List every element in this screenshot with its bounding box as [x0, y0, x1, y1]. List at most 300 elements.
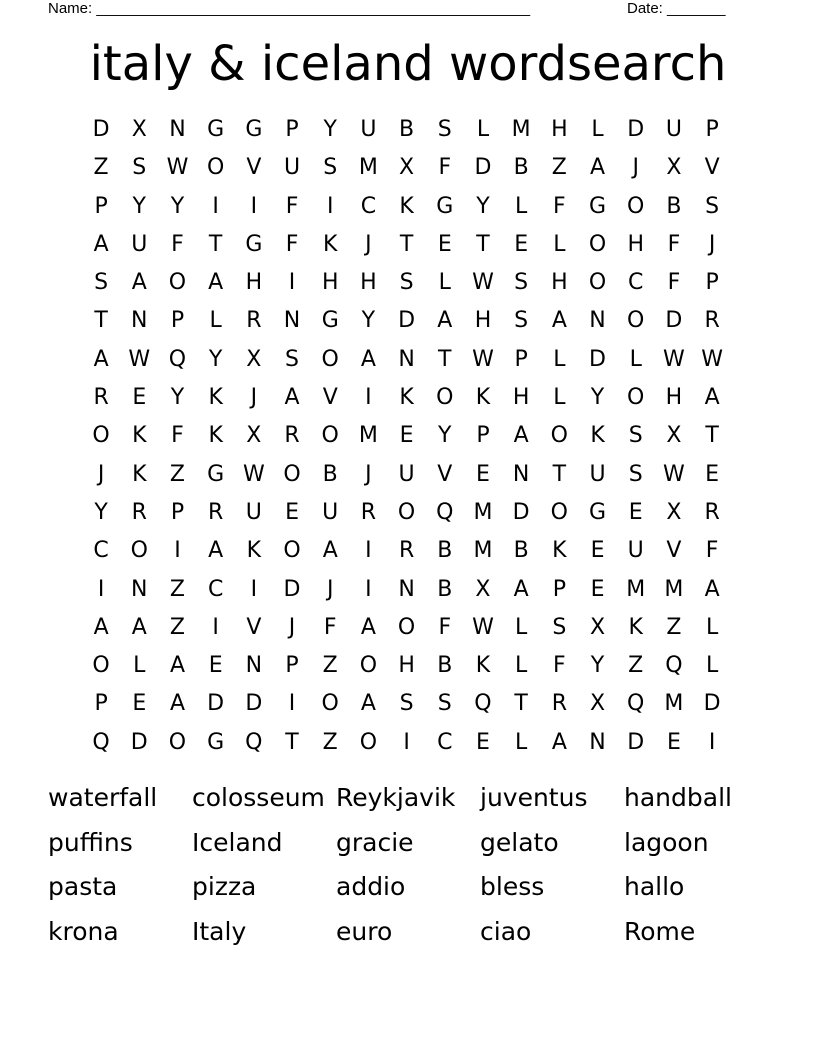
grid-letter: B	[437, 538, 453, 564]
grid-letter: Z	[322, 653, 338, 679]
grid-row	[82, 685, 731, 723]
grid-letter: I	[365, 385, 372, 411]
grid-letter: J	[365, 461, 372, 487]
grid-letter: T	[552, 461, 567, 487]
grid-letter: Z	[551, 155, 567, 181]
grid-letter: F	[438, 614, 452, 640]
grid-letter: W	[166, 155, 189, 181]
grid-letter: D	[627, 729, 645, 755]
grid-letter: A	[437, 308, 453, 334]
grid-letter: Y	[590, 653, 605, 679]
grid-letter: X	[589, 691, 606, 717]
grid-letter: F	[285, 193, 299, 219]
grid-letter: T	[705, 423, 719, 449]
grid-letter: C	[628, 270, 644, 296]
grid-letter: Q	[436, 499, 454, 525]
grid-letter: K	[628, 614, 643, 640]
grid-letter: A	[208, 270, 224, 296]
grid-letter: R	[131, 499, 147, 525]
grid-letter: O	[130, 538, 148, 564]
grid-letter: Y	[170, 385, 185, 411]
grid-letter: F	[667, 270, 681, 296]
grid-letter: G	[436, 193, 454, 219]
grid-letter: J	[365, 231, 372, 257]
grid-letter: O	[206, 155, 225, 181]
letter-grid	[82, 111, 731, 762]
grid-letter: A	[551, 729, 567, 755]
grid-letter: L	[209, 308, 222, 334]
grid-letter: K	[552, 538, 567, 564]
grid-letter: Q	[168, 346, 187, 372]
grid-letter: O	[359, 729, 378, 755]
grid-letter: I	[708, 729, 716, 755]
grid-letter: I	[326, 193, 334, 219]
grid-letter: L	[438, 270, 451, 296]
grid-letter: X	[246, 346, 262, 372]
grid-letter: K	[132, 461, 147, 487]
grid-letter: L	[553, 385, 566, 411]
grid-letter: K	[132, 423, 147, 449]
grid-letter: B	[399, 117, 415, 142]
word-list-item: gracie	[336, 827, 414, 857]
grid-letter: A	[284, 385, 300, 411]
grid-letter: S	[132, 155, 147, 181]
grid-letter: V	[704, 155, 720, 181]
grid-letter: A	[322, 538, 338, 564]
grid-letter: B	[513, 155, 529, 181]
grid-letter: A	[360, 614, 376, 640]
grid-letter: D	[398, 308, 416, 334]
grid-letter: N	[398, 346, 415, 372]
grid-letter: K	[208, 385, 223, 411]
grid-letter: Z	[169, 614, 185, 640]
grid-letter: W	[472, 270, 494, 296]
grid-row	[82, 724, 731, 762]
grid-letter: Z	[322, 729, 338, 755]
grid-letter: I	[212, 614, 219, 640]
grid-letter: V	[322, 385, 338, 411]
grid-letter: E	[208, 653, 223, 679]
grid-row	[82, 379, 731, 417]
grid-letter: N	[245, 653, 263, 679]
date-field-label: Date: _______	[627, 0, 726, 17]
grid-letter: O	[397, 614, 416, 640]
grid-letter: G	[207, 461, 225, 487]
grid-letter: H	[627, 231, 644, 257]
word-list-item: krona	[48, 916, 119, 946]
grid-letter: D	[474, 155, 492, 181]
grid-row	[82, 149, 731, 187]
word-list-item: gelato	[480, 827, 559, 857]
grid-letter: I	[365, 576, 372, 602]
grid-letter: A	[131, 614, 147, 640]
grid-row	[82, 571, 731, 609]
grid-row	[82, 417, 731, 455]
grid-letter: V	[666, 538, 682, 564]
grid-letter: E	[666, 729, 681, 755]
grid-letter: L	[553, 231, 566, 257]
grid-letter: P	[705, 117, 719, 142]
grid-letter: R	[551, 691, 567, 717]
grid-letter: T	[94, 308, 108, 334]
grid-letter: B	[437, 576, 453, 602]
grid-letter: S	[628, 423, 643, 449]
grid-letter: G	[321, 308, 339, 334]
grid-letter: F	[705, 538, 719, 564]
grid-letter: W	[663, 346, 685, 372]
grid-letter: Y	[323, 117, 337, 142]
grid-letter: H	[245, 270, 263, 296]
grid-letter: X	[666, 499, 682, 525]
grid-letter: I	[288, 691, 296, 717]
grid-letter: C	[437, 729, 453, 755]
grid-letter: G	[207, 729, 225, 755]
grid-row	[82, 341, 731, 379]
grid-letter: E	[514, 231, 529, 257]
grid-letter: Y	[476, 193, 490, 219]
grid-letter: M	[664, 691, 684, 717]
grid-letter: A	[360, 346, 376, 372]
grid-letter: M	[664, 576, 684, 602]
grid-letter: L	[515, 653, 528, 679]
grid-letter: C	[93, 538, 109, 564]
grid-letter: P	[705, 270, 719, 296]
grid-letter: X	[399, 155, 415, 181]
grid-letter: D	[589, 346, 606, 372]
word-list-item: lagoon	[624, 827, 709, 857]
grid-letter: X	[666, 423, 682, 449]
grid-row	[82, 647, 731, 685]
grid-letter: Q	[474, 691, 492, 717]
grid-letter: K	[475, 653, 491, 679]
grid-letter: O	[550, 499, 568, 525]
grid-letter: D	[130, 729, 148, 755]
grid-letter: Y	[361, 308, 376, 334]
grid-letter: E	[132, 691, 147, 717]
grid-letter: U	[283, 155, 301, 181]
grid-letter: A	[131, 270, 147, 296]
grid-letter: F	[171, 231, 184, 257]
grid-letter: O	[321, 423, 339, 449]
grid-letter: X	[589, 614, 606, 640]
grid-letter: X	[475, 576, 491, 602]
grid-letter: W	[663, 461, 685, 487]
grid-letter: U	[665, 117, 682, 142]
grid-letter: C	[207, 576, 224, 602]
grid-letter: O	[627, 308, 645, 334]
word-list-item: juventus	[480, 783, 588, 812]
grid-letter: E	[476, 729, 490, 755]
grid-letter: O	[436, 385, 454, 411]
grid-letter: J	[326, 576, 334, 602]
grid-letter: B	[322, 461, 338, 487]
grid-letter: B	[666, 193, 682, 219]
grid-letter: L	[515, 614, 528, 640]
grid-letter: U	[398, 461, 415, 487]
grid-letter: G	[589, 193, 607, 219]
grid-letter: N	[398, 576, 415, 602]
grid-letter: H	[551, 270, 568, 296]
grid-row	[82, 188, 731, 226]
name-field-label: Name: ____________________________________________________	[48, 0, 531, 17]
grid-letter: L	[133, 653, 146, 679]
grid-letter: O	[283, 461, 301, 487]
grid-letter: H	[512, 385, 530, 411]
grid-letter: I	[365, 538, 372, 564]
grid-letter: P	[285, 653, 299, 679]
grid-row	[82, 609, 731, 647]
grid-letter: P	[552, 576, 566, 602]
grid-letter: E	[705, 461, 720, 487]
grid-letter: R	[704, 308, 720, 334]
grid-letter: H	[551, 117, 568, 142]
grid-letter: Y	[208, 346, 223, 372]
grid-letter: J	[708, 231, 716, 257]
grid-letter: I	[212, 193, 219, 219]
word-list-item: colosseum	[192, 783, 325, 812]
word-list-item: pizza	[192, 872, 257, 901]
grid-letter: A	[93, 346, 109, 372]
grid-letter: A	[551, 308, 567, 334]
grid-letter: O	[283, 538, 301, 564]
grid-letter: O	[588, 231, 607, 257]
grid-letter: G	[207, 117, 225, 142]
grid-letter: U	[322, 499, 339, 525]
grid-letter: O	[168, 729, 187, 755]
grid-letter: B	[437, 653, 453, 679]
grid-letter: P	[476, 423, 490, 449]
grid-letter: A	[513, 576, 529, 602]
grid-letter: F	[438, 155, 452, 181]
grid-letter: V	[246, 614, 262, 640]
grid-letter: D	[703, 691, 721, 717]
grid-letter: K	[475, 385, 491, 411]
grid-letter: O	[321, 346, 339, 372]
grid-letter: D	[92, 117, 110, 142]
grid-letter: G	[245, 231, 263, 257]
grid-letter: Q	[245, 729, 263, 755]
word-list-item: pasta	[48, 872, 118, 901]
grid-letter: V	[437, 461, 453, 487]
grid-letter: A	[169, 653, 185, 679]
grid-row	[82, 264, 731, 302]
grid-letter: W	[701, 346, 723, 372]
grid-letter: T	[208, 231, 223, 257]
grid-letter: R	[246, 308, 262, 334]
grid-letter: Q	[92, 729, 110, 755]
header-line	[48, 0, 748, 20]
grid-letter: P	[170, 499, 185, 525]
grid-letter: P	[285, 117, 299, 142]
grid-letter: C	[360, 193, 377, 219]
grid-letter: F	[323, 614, 337, 640]
grid-letter: R	[93, 385, 109, 411]
word-list-item: ciao	[480, 916, 532, 946]
grid-letter: I	[288, 270, 296, 296]
grid-letter: L	[515, 729, 528, 755]
word-list-item: addio	[336, 872, 406, 901]
word-list-item: Iceland	[192, 827, 283, 857]
grid-letter: O	[168, 270, 187, 296]
grid-letter: S	[552, 614, 567, 640]
grid-letter: L	[705, 653, 719, 679]
grid-letter: L	[591, 117, 604, 142]
grid-letter: G	[589, 499, 607, 525]
grid-letter: O	[627, 193, 645, 219]
word-list-item: Rome	[624, 916, 696, 946]
grid-letter: D	[207, 691, 225, 717]
grid-letter: I	[250, 576, 258, 602]
grid-letter: F	[285, 231, 299, 257]
grid-letter: M	[473, 499, 493, 525]
grid-letter: K	[590, 423, 605, 449]
grid-letter: Q	[627, 691, 645, 717]
grid-letter: O	[92, 653, 110, 679]
grid-letter: Q	[665, 653, 683, 679]
grid-letter: R	[208, 499, 224, 525]
grid-letter: Y	[590, 385, 605, 411]
grid-letter: A	[590, 155, 606, 181]
grid-letter: M	[511, 117, 531, 142]
grid-letter: A	[169, 691, 185, 717]
grid-letter: M	[358, 423, 378, 449]
grid-letter: P	[514, 346, 528, 372]
grid-letter: T	[285, 729, 299, 755]
grid-letter: P	[94, 193, 108, 219]
grid-letter: N	[169, 117, 186, 142]
grid-letter: D	[245, 691, 263, 717]
grid-letter: K	[323, 231, 338, 257]
grid-letter: Y	[132, 193, 146, 219]
grid-letter: O	[627, 385, 645, 411]
word-list-item: Reykjavik	[336, 783, 456, 812]
grid-letter: D	[283, 576, 301, 602]
grid-letter: W	[472, 614, 494, 640]
word-list-item: handball	[624, 783, 732, 812]
grid-letter: S	[514, 270, 529, 296]
grid-letter: S	[514, 308, 529, 334]
grid-letter: E	[628, 499, 643, 525]
grid-letter: N	[131, 308, 148, 334]
grid-letter: T	[514, 691, 528, 717]
word-list-item: hallo	[624, 872, 685, 901]
grid-letter: S	[705, 193, 720, 219]
grid-letter: N	[283, 308, 301, 334]
grid-letter: O	[359, 653, 378, 679]
grid-letter: N	[131, 576, 148, 602]
grid-letter: L	[705, 614, 719, 640]
grid-letter: R	[360, 499, 377, 525]
grid-letter: I	[97, 576, 105, 602]
grid-letter: S	[399, 270, 414, 296]
grid-letter: S	[285, 346, 300, 372]
grid-letter: N	[512, 461, 530, 487]
grid-letter: S	[437, 117, 452, 142]
grid-letter: O	[550, 423, 568, 449]
grid-letter: Y	[170, 193, 185, 219]
grid-letter: H	[321, 270, 339, 296]
word-list	[48, 778, 768, 956]
grid-letter: X	[666, 155, 682, 181]
grid-letter: Z	[93, 155, 109, 181]
grid-letter: L	[629, 346, 642, 372]
grid-letter: B	[513, 538, 529, 564]
grid-letter: J	[250, 385, 258, 411]
grid-letter: R	[704, 499, 720, 525]
grid-row	[82, 226, 731, 264]
grid-letter: A	[93, 231, 109, 257]
grid-letter: W	[128, 346, 151, 372]
grid-letter: J	[288, 614, 296, 640]
grid-letter: U	[245, 499, 262, 525]
grid-letter: D	[512, 499, 530, 525]
grid-letter: H	[474, 308, 492, 334]
grid-letter: F	[553, 653, 566, 679]
grid-letter: Z	[628, 653, 644, 679]
grid-row	[82, 111, 731, 149]
grid-letter: K	[399, 385, 414, 411]
grid-letter: E	[476, 461, 490, 487]
grid-letter: O	[321, 691, 339, 717]
grid-letter: J	[97, 461, 105, 487]
grid-letter: E	[590, 576, 605, 602]
grid-row	[82, 494, 731, 532]
grid-letter: T	[476, 231, 490, 257]
grid-letter: X	[246, 423, 262, 449]
grid-letter: E	[437, 231, 452, 257]
grid-letter: A	[704, 576, 720, 602]
grid-letter: I	[403, 729, 410, 755]
grid-letter: W	[472, 346, 494, 372]
grid-letter: L	[515, 193, 528, 219]
grid-letter: R	[398, 538, 415, 564]
grid-letter: T	[438, 346, 452, 372]
grid-letter: P	[94, 691, 108, 717]
grid-letter: K	[246, 538, 262, 564]
grid-letter: U	[360, 117, 377, 142]
grid-letter: U	[589, 461, 606, 487]
grid-letter: A	[360, 691, 376, 717]
grid-letter: Z	[169, 461, 185, 487]
grid-letter: G	[245, 117, 263, 142]
grid-letter: S	[399, 691, 414, 717]
grid-letter: W	[242, 461, 265, 487]
grid-letter: J	[632, 155, 639, 181]
page-title: italy & iceland wordsearch	[89, 36, 727, 92]
grid-letter: I	[174, 538, 181, 564]
grid-letter: I	[250, 193, 258, 219]
grid-letter: F	[667, 231, 681, 257]
grid-letter: E	[285, 499, 299, 525]
grid-letter: R	[284, 423, 300, 449]
word-list-item: waterfall	[48, 783, 158, 812]
grid-row	[82, 456, 731, 494]
grid-letter: L	[476, 117, 490, 142]
grid-letter: Y	[438, 423, 452, 449]
grid-letter: P	[170, 308, 185, 334]
grid-letter: S	[94, 270, 109, 296]
grid-letter: O	[92, 423, 110, 449]
grid-letter: E	[132, 385, 147, 411]
word-list-item: Italy	[192, 916, 247, 946]
grid-letter: F	[171, 423, 184, 449]
grid-letter: D	[627, 117, 645, 142]
grid-letter: M	[358, 155, 378, 181]
grid-letter: T	[399, 231, 414, 257]
word-list-item: puffins	[48, 827, 133, 857]
grid-row	[82, 532, 731, 570]
grid-letter: H	[360, 270, 377, 296]
